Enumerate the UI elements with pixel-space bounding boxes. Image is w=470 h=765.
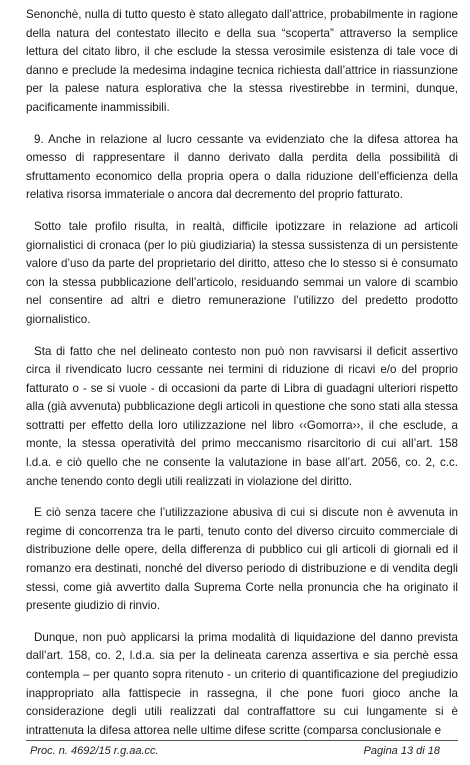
footer-divider — [26, 740, 458, 741]
paragraph: 9. Anche in relazione al lucro cessante va evidenziato che la difesa attorea ha omesso di rappresentare il danno derivato dalla perdita della possibilità di sfruttamento economico della propria opera o dalla riduzione dell’efficienza della relativa risorsa immateriale o ancora dal decremento del proprio fatturato. — [26, 132, 458, 202]
paragraph: E ciò senza tacere che l’utilizzazione abusiva di cui si discute non è avvenuta in regime di concorrenza tra le parti, tenuto conto del diverso circuito commerciale di distribuzione delle opere, della differenza di pubblico cui gli articoli di giornali ed il romanzo era destinati, nonché del diverso periodo di distribuzione e di vendita degli stessi, come già avvertito dalla Suprema Corte nella pronuncia che ha originato il presente giudizio di rinvio. — [26, 506, 458, 613]
paragraph: Sotto tale profilo risulta, in realtà, difficile ipotizzare in relazione ad articoli giornalistici di cronaca (per lo più giudiziaria) la stessa sussistenza di un persistente valore d’uso da parte del proprietario del diritto, atteso che lo stesso si è consumato con la stessa pubblicazione dell’articolo, residuando semmai un valore di scambio nel consentire ad altri e dietro remunerazione l’utilizzo del predetto prodotto giornalistico. — [26, 219, 458, 326]
paragraph: Dunque, non può applicarsi la prima modalità di liquidazione del danno prevista dall’art. 158, co. 2, l.d.a. sia per la delineata carenza assertiva e sia perchè essa contempla – per quanto sopra ritenuto - un criterio di quantificazione del pregiudizio inappropriato alla fattispecie in rassegna, il che pone fuori gioco anche la considerazione degli utili realizzati dal contraffattore su cui lungamente si è intrattenuta la difesa attorea nelle ultime difese scritte (comparsa conclusionale e — [26, 630, 458, 737]
paragraph: Sta di fatto che nel delineato contesto non può non ravvisarsi il deficit assertivo circa il rivendicato lucro cessante nei termini di riduzione di ricavi e/o del proprio fatturato o - se si vuole - di occasioni da parte di Libra di guadagni ulteriori rispetto alla (già avvenuta) pubblicazione degli articoli in questione che sono stati alla stessa sottratti per effetto della loro utilizzazione nel libro ‹‹Gomorra››, il che esclude, a monte, la stessa operatività del primo meccanismo risarcitorio di cui all’art. 158 l.d.a. e ciò quello che ne consente la valutazione in base all’art. 2056, co. 2, c.c. anche tenendo conto degli utili realizzati in violazione del diritto. — [26, 344, 458, 488]
page-footer — [0, 742, 470, 762]
paragraph: Senonchè, nulla di tutto questo è stato allegato dall’attrice, probabilmente in ragione della natura del contestato illecito e della sua “scoperta” attraverso la semplice lettura del citato libro, il che esclude la stessa verosimile esistenza di tale voce di danno e preclude la medesima indagine tecnica richiesta dall’attrice in riassunzione per la palese natura esplorativa che la stessa rivestirebbe in termini, dunque, pacificamente inammissibili. — [26, 8, 458, 114]
document-body — [26, 6, 458, 753]
page-number: Pagina 13 di 18 — [363, 745, 440, 757]
case-number: Proc. n. 4692/15 r.g.aa.cc. — [30, 745, 159, 757]
